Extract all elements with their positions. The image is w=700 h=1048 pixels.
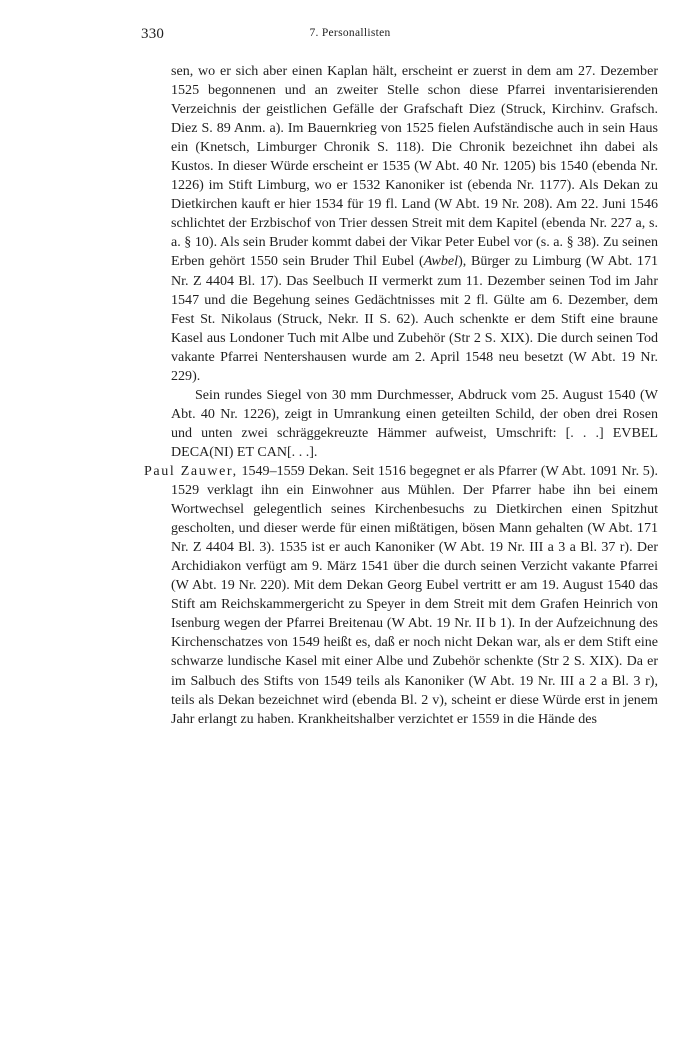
entry-name: Paul Zauwer, <box>144 462 238 479</box>
seal-paragraph: Sein rundes Siegel von 30 mm Durchmesser, Abdruck vom 25. August 1540 (W Abt. 40 Nr. 1226), zeigt in Umrankung einen geteilten Schild, der oben drei Rosen und unten zwei schräggekreuzte Hämmer aufweist, Umschrift: [. . .] EVBEL DECA(NI) ET CAN[. . .]. <box>171 386 658 460</box>
entry-text: 1549–1559 Dekan. Seit 1516 begegnet er als Pfarrer (W Abt. 1091 Nr. 5). 1529 verklagt ihn ein Einwohner aus Mühlen. Der Pfarrer habe ihn bei einem Wortwechsel gelegentlich seines Kirchenbesuchs zu Dietkirchen einen Spitzhut gescholten, und dieser werde für einen mißtätigen, bösen Mann gehalten (W Abt. 171 Nr. Z 4404 Bl. 3). 1535 ist er auch Kanoniker (W Abt. 19 Nr. III a 3 a Bl. 37 r). Der Archidiakon verfügt am 9. März 1541 über die durch seinen Verzicht vakante Pfarrei (W Abt. 19 Nr. 220). Mit dem Dekan Georg Eubel vertritt er am 19. August 1540 das Stift am Reichskammergericht zu Speyer in dem Streit mit dem Grafen Heinrich von Isenburg wegen der Pfarrei Breitenau (W Abt. 19 Nr. II b 1). In der Aufzeichnung des Kirchenschatzes von 1549 heißt es, daß er noch nicht Dekan war, als er dem Stift eine schwarze lundische Kasel mit einer Albe und Zubehör schenkte (Str 2 S. XIX). Da er im Salbuch des Stifts von 1549 teils als Kanoniker (W Abt. 19 Nr. III a 2 a Bl. 3 r), teils als Dekan bezeichnet wird (ebenda Bl. 2 v), scheint er diese Würde erst in jenem Jahr erlangt zu haben. Krankheitshalber verzichtet er 1559 in die Hände des <box>171 462 659 727</box>
main-text <box>144 62 659 729</box>
page-number: 330 <box>141 26 165 42</box>
running-head: 7. Personallisten <box>309 27 391 39</box>
continuation-text-2: ), Bürger zu Limburg (W Abt. 171 Nr. Z 4404 Bl. 17). Das Seelbuch II vermerkt zum 11. Dezember seinen Tod im Jahr 1547 und die Begehung seines Gedächtnisses mit 2 fl. Gülte am 6. Dezember, dem Fest St. Nikolaus (Struck, Nekr. II S. 62). Auch schenkte er dem Stift eine braune Kasel aus Londoner Tuch mit Albe und Zubehör (Str 2 S. XIX). Die durch seinen Tod vakante Pfarrei Nentershausen wurde am 2. April 1548 neu besetzt (W Abt. 19 Nr. 229). <box>171 253 659 384</box>
continuation-text-1: sen, wo er sich aber einen Kaplan hält, erscheint er zuerst in dem am 27. Dezember 1525 begonnenen und an zweiter Stelle schon diese Pfarrei inventarisierenden Verzeichnis der geistlichen Gefälle der Grafschaft Diez (Struck, Kirchinv. Grafsch. Diez S. 89 Anm. a). Im Bauernkrieg von 1525 fielen Aufständische auch in sein Haus ein (Knetsch, Limburger Chronik S. 118). Die Chronik bezeichnet ihn dabei als Kustos. In dieser Würde erscheint er 1535 (W Abt. 40 Nr. 1205) bis 1540 (ebenda Nr. 1226) im Stift Limburg, wo er 1532 Kanoniker ist (ebenda Nr. 1177). Als Dekan zu Dietkirchen kauft er hier 1534 für 19 fl. Land (W Abt. 19 Nr. 208). Am 22. Juni 1546 schlichtet der Erzbischof von Trier dessen Streit mit dem Kapitel (ebenda Nr. 227 a, s. a. § 10). Als sein Bruder kommt dabei der Vikar Peter Eubel vor (s. a. § 38). Zu seinen Erben gehört 1550 sein Bruder Thil Eubel ( <box>171 63 658 270</box>
entry-paragraph <box>144 462 659 729</box>
continuation-paragraph <box>171 62 658 386</box>
italic-name: Awbel <box>423 253 459 270</box>
